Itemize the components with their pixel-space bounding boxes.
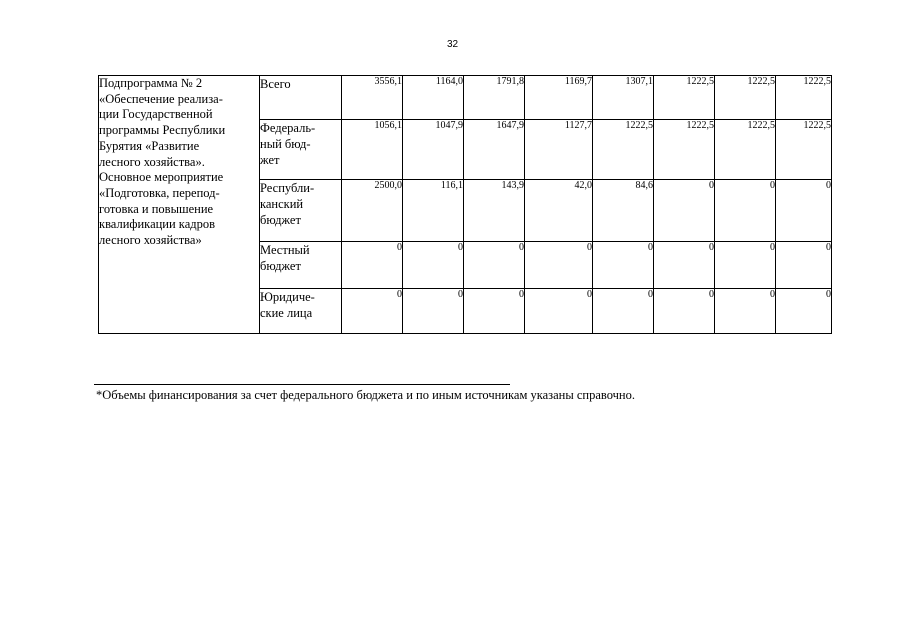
value-cell: 0	[715, 180, 776, 242]
value-cell: 1127,7	[525, 120, 593, 180]
source-line: Республи-	[260, 181, 315, 195]
value-cell: 1222,5	[776, 120, 832, 180]
value-cell: 0	[403, 289, 464, 334]
page-number: 32	[446, 39, 459, 50]
value-cell: 3556,1	[342, 76, 403, 120]
source-line: ские лица	[260, 306, 313, 320]
source-cell	[260, 180, 342, 242]
value-cell: 0	[776, 242, 832, 289]
value-cell: 1222,5	[715, 120, 776, 180]
program-line: программы Республики	[99, 123, 226, 138]
source-cell	[260, 120, 342, 180]
value-cell: 42,0	[525, 180, 593, 242]
value-cell: 1169,7	[525, 76, 593, 120]
source-line: бюджет	[260, 259, 301, 273]
source-line: Местный	[260, 243, 310, 257]
source-cell	[260, 76, 342, 120]
value-cell: 1047,9	[403, 120, 464, 180]
source-line: Юридиче-	[260, 290, 315, 304]
value-cell: 143,9	[464, 180, 525, 242]
source-line: жет	[260, 153, 280, 167]
footnote: *Объемы финансирования за счет федерального бюджета и по иным источникам указаны справочно.	[96, 388, 635, 402]
value-cell: 1222,5	[654, 120, 715, 180]
program-line: Подпрограмма № 2	[99, 76, 203, 90]
value-cell: 2500,0	[342, 180, 403, 242]
source-line: Всего	[260, 77, 291, 91]
program-cell	[99, 76, 260, 334]
value-cell: 0	[593, 242, 654, 289]
program-line: квалификации кадров	[99, 217, 216, 232]
source-line: канский	[260, 197, 304, 211]
program-line: Бурятия «Развитие	[99, 138, 200, 153]
value-cell: 0	[525, 289, 593, 334]
value-cell: 1056,1	[342, 120, 403, 180]
value-cell: 116,1	[403, 180, 464, 242]
value-cell: 1647,9	[464, 120, 525, 180]
source-cell	[260, 289, 342, 334]
value-cell: 1222,5	[776, 76, 832, 120]
value-cell: 1164,0	[403, 76, 464, 120]
source-cell	[260, 242, 342, 289]
financing-table	[98, 75, 832, 334]
value-cell: 0	[776, 289, 832, 334]
value-cell: 84,6	[593, 180, 654, 242]
value-cell: 1791,8	[464, 76, 525, 120]
value-cell: 0	[342, 289, 403, 334]
program-line: лесного хозяйства».	[99, 154, 205, 169]
program-line: Основное мероприятие	[99, 170, 224, 185]
value-cell: 1307,1	[593, 76, 654, 120]
footnote-separator	[94, 384, 510, 385]
value-cell: 0	[715, 289, 776, 334]
value-cell: 0	[654, 242, 715, 289]
value-cell: 0	[464, 242, 525, 289]
value-cell: 0	[654, 180, 715, 242]
program-line: «Подготовка, перепод-	[99, 185, 220, 200]
program-line: «Обеспечение реализа-	[99, 91, 223, 106]
value-cell: 0	[776, 180, 832, 242]
value-cell: 0	[525, 242, 593, 289]
source-line: бюджет	[260, 213, 301, 227]
value-cell: 0	[654, 289, 715, 334]
source-line: ный бюд-	[260, 137, 311, 151]
source-line: Федераль-	[260, 121, 316, 135]
value-cell: 1222,5	[593, 120, 654, 180]
program-line: лесного хозяйства»	[99, 233, 202, 248]
table-row	[99, 76, 832, 120]
program-line: ции Государственной	[99, 107, 213, 122]
value-cell: 1222,5	[654, 76, 715, 120]
program-line: готовка и повышение	[99, 201, 214, 216]
value-cell: 0	[342, 242, 403, 289]
value-cell: 0	[715, 242, 776, 289]
value-cell: 0	[464, 289, 525, 334]
value-cell: 1222,5	[715, 76, 776, 120]
value-cell: 0	[403, 242, 464, 289]
value-cell: 0	[593, 289, 654, 334]
